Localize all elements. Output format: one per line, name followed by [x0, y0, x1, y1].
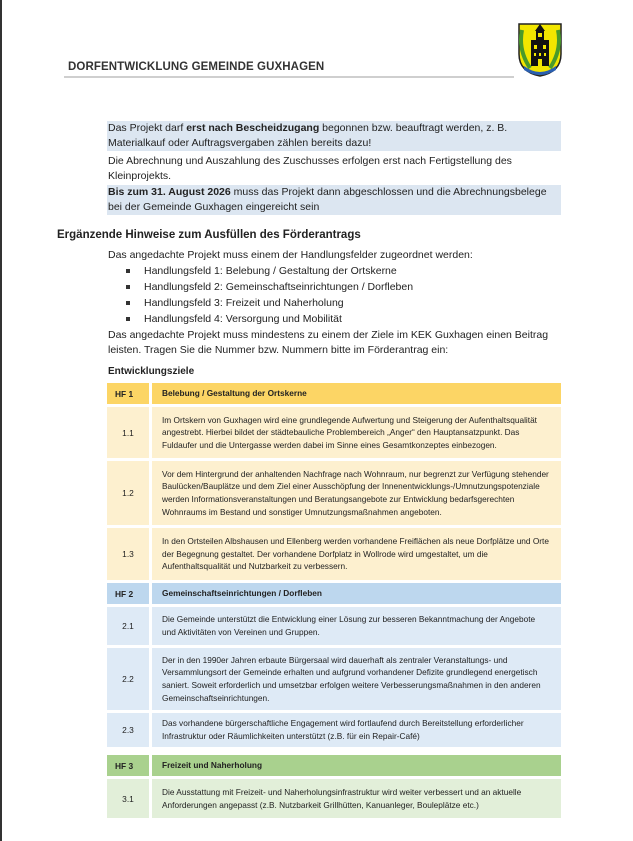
section-heading: Ergänzende Hinweise zum Ausfüllen des Förderantrags — [57, 229, 361, 241]
bullet-icon — [126, 301, 130, 305]
bullet-item: Handlungsfeld 1: Belebung / Gestaltung der Ortskerne — [126, 265, 397, 277]
goal-text: Das vorhandene bürgerschaftliche Engagement wird fortlaufend durch Bereitstellung erforderlicher Infrastruktur oder Räumlichkeiten unterstützt (z.B. für ein Repair-Café) — [152, 713, 561, 747]
table-row — [107, 713, 561, 747]
goal-text: In den Ortsteilen Albshausen und Ellenberg werden vorhandene Freiflächen als neue Dorfplätze und Orte der Begegnung gestaltet. Der vorhandene Dorfplatz in Wollrode wird umgestaltet, um die Aufenthaltsqualität und Nutzbarkeit zu verbessern. — [152, 528, 561, 580]
section-outro: Das angedachte Projekt muss mindestens zu einem der Ziele im KEK Guxhagen einen Beitrag leisten. Tragen Sie die Nummer bzw. Nummern bitte im Förderantrag ein: — [108, 329, 549, 356]
goal-text: Vor dem Hintergrund der anhaltenden Nachfrage nach Wohnraum, nur begrenzt zur Verfügung stehender Baulücken/Bauplätze und dem Ziel einer Ausschöpfung der Innenentwicklungs-/Umnutzungspotenziale werden Informationsveranstaltungen und Beratungsangebote zur Entwicklung bedarfsgerechten Wohnraums im Bestand und sonstiger Umnutzungsmaßnahmen angeboten. — [152, 461, 561, 525]
goal-id: 1.3 — [107, 528, 149, 580]
goal-id: 2.1 — [107, 607, 149, 645]
bullet-item: Handlungsfeld 3: Freizeit und Naherholung — [126, 297, 344, 309]
document-header-title: DORFENTWICKLUNG GEMEINDE GUXHAGEN — [68, 61, 325, 73]
table-row — [107, 461, 561, 525]
page-edge — [0, 0, 2, 841]
goal-text: Der in den 1990er Jahren erbaute Bürgersaal wird dauerhaft als zentraler Veranstaltungs- und Versammlungsort der Gemeinde erhalten und aufgrund vorhandener Defizite grundlegend energetisch saniert. Soweit erforderlich und umsetzbar erfolgen weitere Verbesserungsmaßnahmen in den anderen Gemeinschaftseinrichtungen. — [152, 648, 561, 710]
table-header — [107, 755, 561, 776]
header-divider — [64, 76, 514, 78]
goal-id: 3.1 — [107, 779, 149, 818]
note-payment: Die Abrechnung und Auszahlung des Zuschusses erfolgen erst nach Fertigstellung des Kleinprojekts. — [108, 155, 512, 182]
table-header — [107, 383, 561, 404]
table-row — [107, 407, 561, 458]
goals-table-hf3 — [107, 755, 561, 821]
goal-text: Die Ausstattung mit Freizeit- und Naherholungsinfrastruktur wird weiter verbessert und an aktuelle Anforderungen angepasst (z.B. Nutzbarkeit Grillhütten, Kanuanleger, Bouleplätze etc.) — [152, 779, 561, 818]
table-row — [107, 779, 561, 818]
table-header — [107, 583, 561, 604]
goal-text: Die Gemeinde unterstützt die Entwicklung einer Lösung zur besseren Bekanntmachung der Angebote und Aktivitäten von Vereinen und Gruppen. — [152, 607, 561, 645]
goal-text: Im Ortskern von Guxhagen wird eine grundlegende Aufwertung und Steigerung der Aufenthaltsqualität angestrebt. Hierbei bildet der städtebauliche Problembereich „Anger“ den Hauptansatzpunkt. Das Fuldaufer und die Untergasse werden dabei im Sinne eines Gesamtkonzeptes einbezogen. — [152, 407, 561, 458]
bullet-item: Handlungsfeld 2: Gemeinschaftseinrichtungen / Dorfleben — [126, 281, 413, 293]
table-row — [107, 528, 561, 580]
coat-of-arms-icon — [516, 20, 564, 78]
hf-title: Freizeit und Naherholung — [152, 755, 561, 776]
bullet-item: Handlungsfeld 4: Versorgung und Mobilität — [126, 313, 342, 325]
hf-code: HF 1 — [107, 383, 149, 404]
note-deadline: Bis zum 31. August 2026 muss das Projekt dann abgeschlossen und die Abrechnungsbelege bei der Gemeinde Guxhagen eingereicht sein — [108, 186, 547, 213]
hf-code: HF 3 — [107, 755, 149, 776]
table-row — [107, 607, 561, 645]
goal-id: 2.3 — [107, 713, 149, 747]
table-row — [107, 648, 561, 710]
hf-title: Belebung / Gestaltung der Ortskerne — [152, 383, 561, 404]
bullet-icon — [126, 285, 130, 289]
section-intro: Das angedachte Projekt muss einem der Handlungsfelder zugeordnet werden: — [108, 249, 473, 261]
hf-title: Gemeinschaftseinrichtungen / Dorfleben — [152, 583, 561, 604]
goals-subtitle: Entwicklungsziele — [108, 366, 195, 377]
goals-table-hf2 — [107, 583, 561, 750]
hf-code: HF 2 — [107, 583, 149, 604]
goals-table-hf1 — [107, 383, 561, 583]
note-start-after-approval: Das Projekt darf erst nach Bescheidzugang begonnen bzw. beauftragt werden, z. B. Materialkauf oder Auftragsvergaben zählen bereits dazu! — [108, 122, 508, 149]
goal-id: 1.1 — [107, 407, 149, 458]
bullet-icon — [126, 317, 130, 321]
goal-id: 1.2 — [107, 461, 149, 525]
goal-id: 2.2 — [107, 648, 149, 710]
bullet-icon — [126, 269, 130, 273]
